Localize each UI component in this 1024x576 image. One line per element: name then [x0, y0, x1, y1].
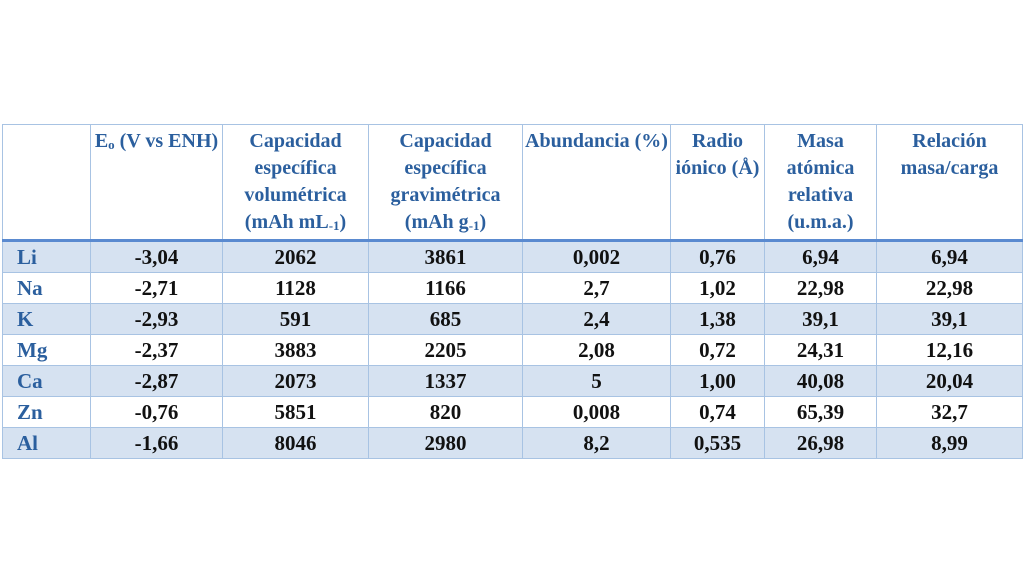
cell-ionic-radius: 0,76 [671, 241, 765, 273]
cell-potential: -0,76 [91, 397, 223, 428]
cell-ionic-radius: 0,535 [671, 428, 765, 459]
cell-potential: -2,37 [91, 335, 223, 366]
cell-element: Zn [3, 397, 91, 428]
cell-mass-charge-ratio: 6,94 [877, 241, 1023, 273]
cell-mass-charge-ratio: 20,04 [877, 366, 1023, 397]
cell-element: K [3, 304, 91, 335]
table-row [3, 241, 1023, 273]
cell-atomic-mass: 39,1 [765, 304, 877, 335]
cell-potential: -2,71 [91, 273, 223, 304]
cell-ionic-radius: 1,38 [671, 304, 765, 335]
cell-element: Mg [3, 335, 91, 366]
cell-abundance: 0,002 [523, 241, 671, 273]
table-row [3, 273, 1023, 304]
cell-ionic-radius: 1,02 [671, 273, 765, 304]
table-body [3, 241, 1023, 459]
cell-gravimetric-capacity: 1337 [369, 366, 523, 397]
cell-abundance: 5 [523, 366, 671, 397]
cell-atomic-mass: 24,31 [765, 335, 877, 366]
cell-element: Ca [3, 366, 91, 397]
cell-volumetric-capacity: 5851 [223, 397, 369, 428]
table-row [3, 397, 1023, 428]
table-row [3, 304, 1023, 335]
header-atomic-mass: Masa atómica relativa (u.m.a.) [765, 125, 877, 241]
cell-abundance: 2,7 [523, 273, 671, 304]
table-row [3, 335, 1023, 366]
cell-atomic-mass: 22,98 [765, 273, 877, 304]
table-row [3, 366, 1023, 397]
cell-gravimetric-capacity: 1166 [369, 273, 523, 304]
cell-abundance: 2,4 [523, 304, 671, 335]
cell-atomic-mass: 6,94 [765, 241, 877, 273]
cell-mass-charge-ratio: 8,99 [877, 428, 1023, 459]
cell-gravimetric-capacity: 685 [369, 304, 523, 335]
cell-potential: -2,87 [91, 366, 223, 397]
header-element [3, 125, 91, 241]
cell-mass-charge-ratio: 22,98 [877, 273, 1023, 304]
header-potential: $E_o$ (V vs ENH) [91, 125, 223, 241]
cell-ionic-radius: 1,00 [671, 366, 765, 397]
cell-abundance: 2,08 [523, 335, 671, 366]
cell-gravimetric-capacity: 2980 [369, 428, 523, 459]
header-volumetric-capacity: Capacidad específica volumétrica (mAh $mL_{-1}$) [223, 125, 369, 241]
cell-mass-charge-ratio: 12,16 [877, 335, 1023, 366]
cell-atomic-mass: 65,39 [765, 397, 877, 428]
cell-element: Na [3, 273, 91, 304]
table-container [2, 124, 1022, 459]
cell-potential: -1,66 [91, 428, 223, 459]
cell-volumetric-capacity: 2073 [223, 366, 369, 397]
header-mass-charge-ratio: Relación masa/carga [877, 125, 1023, 241]
header-ionic-radius: Radio iónico (Å) [671, 125, 765, 241]
battery-materials-table [2, 124, 1023, 459]
cell-volumetric-capacity: 1128 [223, 273, 369, 304]
header-abundance: Abundancia (%) [523, 125, 671, 241]
header-gravimetric-capacity: Capacidad específica gravimétrica (mAh $g_{-1}$) [369, 125, 523, 241]
cell-volumetric-capacity: 8046 [223, 428, 369, 459]
cell-gravimetric-capacity: 820 [369, 397, 523, 428]
cell-atomic-mass: 26,98 [765, 428, 877, 459]
cell-abundance: 8,2 [523, 428, 671, 459]
cell-mass-charge-ratio: 32,7 [877, 397, 1023, 428]
cell-ionic-radius: 0,74 [671, 397, 765, 428]
cell-gravimetric-capacity: 3861 [369, 241, 523, 273]
cell-abundance: 0,008 [523, 397, 671, 428]
cell-gravimetric-capacity: 2205 [369, 335, 523, 366]
cell-volumetric-capacity: 3883 [223, 335, 369, 366]
cell-volumetric-capacity: 2062 [223, 241, 369, 273]
table-row [3, 428, 1023, 459]
cell-volumetric-capacity: 591 [223, 304, 369, 335]
cell-atomic-mass: 40,08 [765, 366, 877, 397]
cell-potential: -2,93 [91, 304, 223, 335]
cell-mass-charge-ratio: 39,1 [877, 304, 1023, 335]
cell-ionic-radius: 0,72 [671, 335, 765, 366]
cell-element: Li [3, 241, 91, 273]
header-row [3, 125, 1023, 241]
cell-potential: -3,04 [91, 241, 223, 273]
cell-element: Al [3, 428, 91, 459]
